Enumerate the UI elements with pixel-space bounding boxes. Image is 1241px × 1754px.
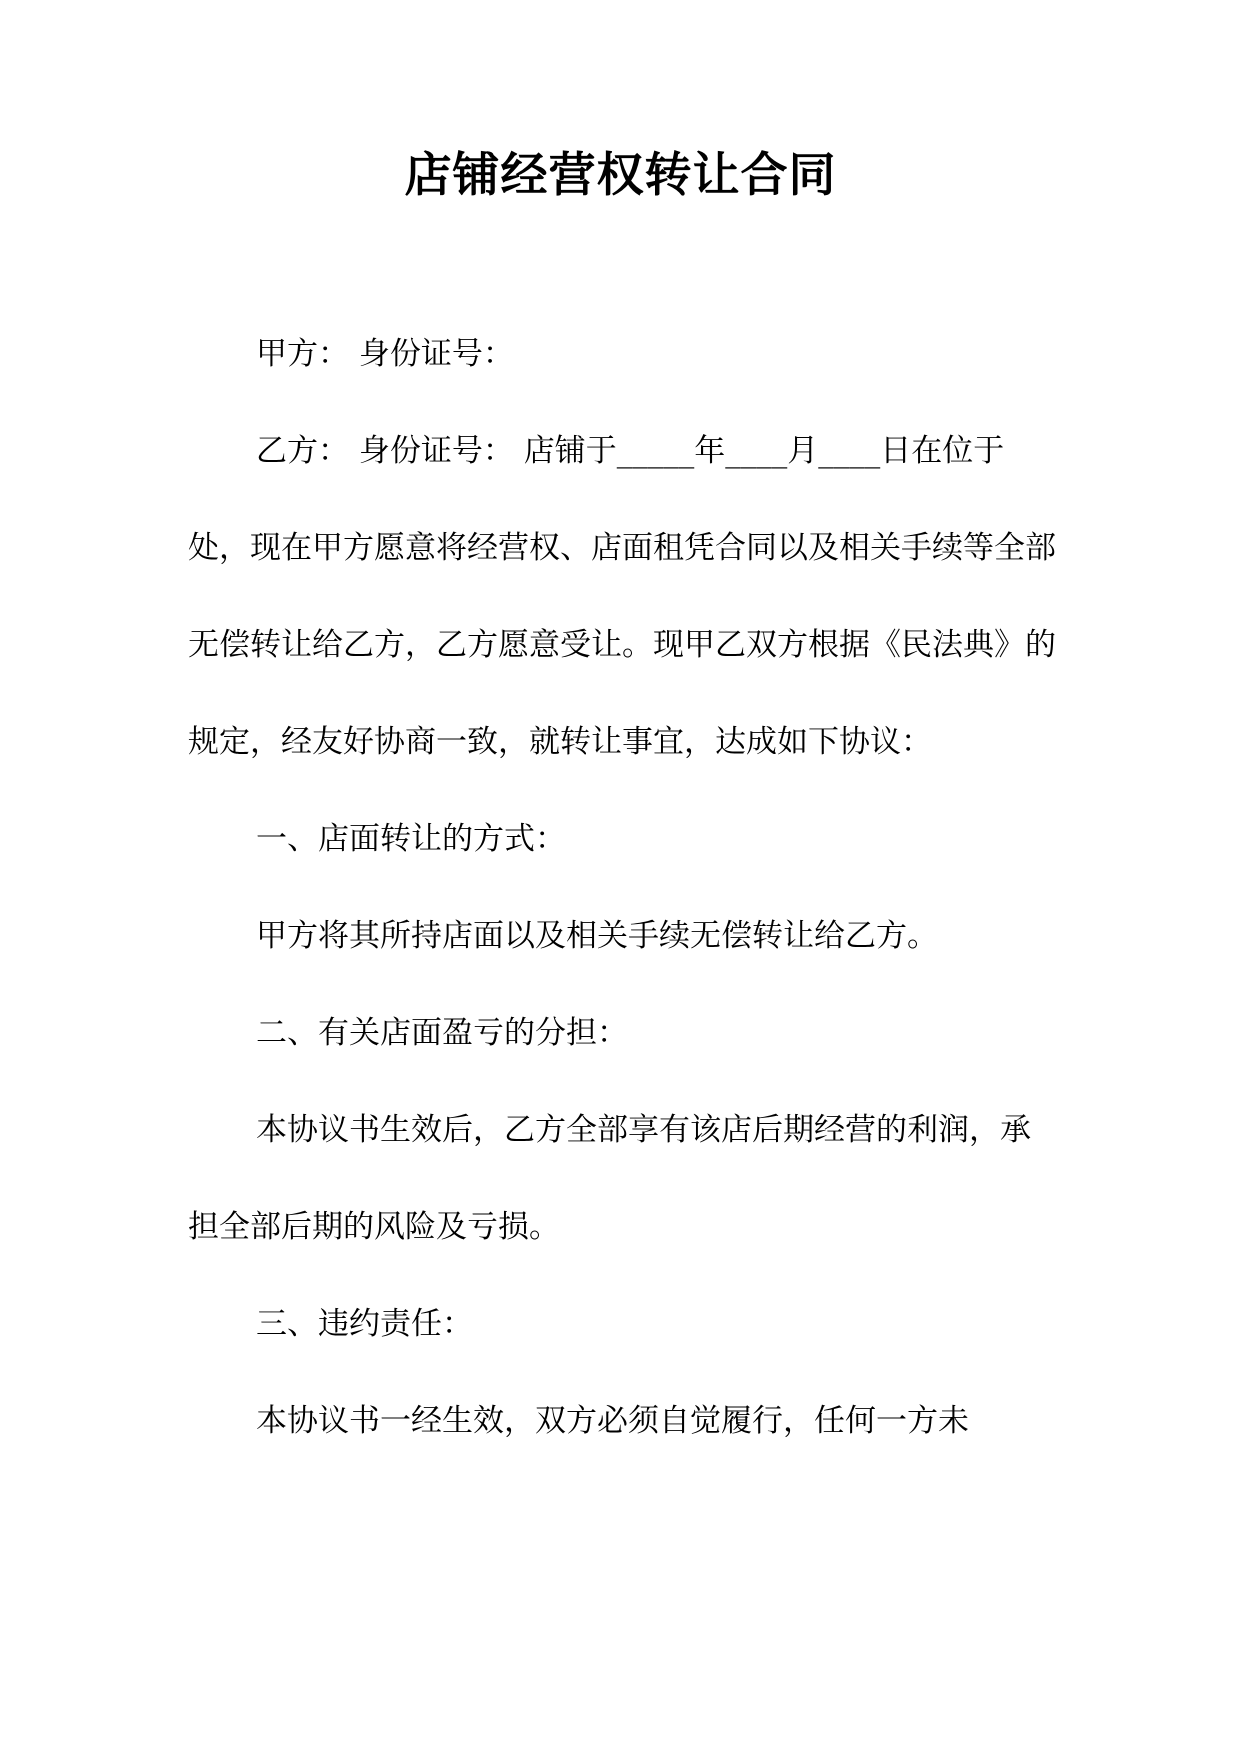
- section-heading-liability: 三、违约责任：: [256, 1306, 473, 1342]
- paragraph-transfer-method: 甲方将其所持店面以及相关手续无偿转让给乙方。: [256, 918, 938, 954]
- paragraph-profit-loss: 本协议书生效后，乙方全部享有该店后期经营的利润，承担全部后期的风险及亏损。: [188, 1112, 1031, 1245]
- document-body: [188, 306, 1058, 1470]
- section-heading-profit-loss: 二、有关店面盈亏的分担：: [256, 1015, 628, 1051]
- paragraph-liability: 本协议书一经生效，双方必须自觉履行，任何一方未: [256, 1403, 969, 1439]
- section-heading-transfer-method: 一、店面转让的方式：: [256, 821, 566, 857]
- paragraph-party-a: 甲方： 身份证号：: [256, 336, 514, 372]
- document-title: 店铺经营权转让合同: [404, 148, 837, 203]
- paragraph-party-b-intro: 乙方： 身份证号： 店铺于_____年____月____日在位于 处，现在甲方愿意将经营权、店面租凭合同以及相关手续等全部无偿转让给乙方，乙方愿意受让。现甲乙双方根据《民法典》的规定，经友好协商一致，就转让事宜，达成如下协议：: [188, 433, 1056, 760]
